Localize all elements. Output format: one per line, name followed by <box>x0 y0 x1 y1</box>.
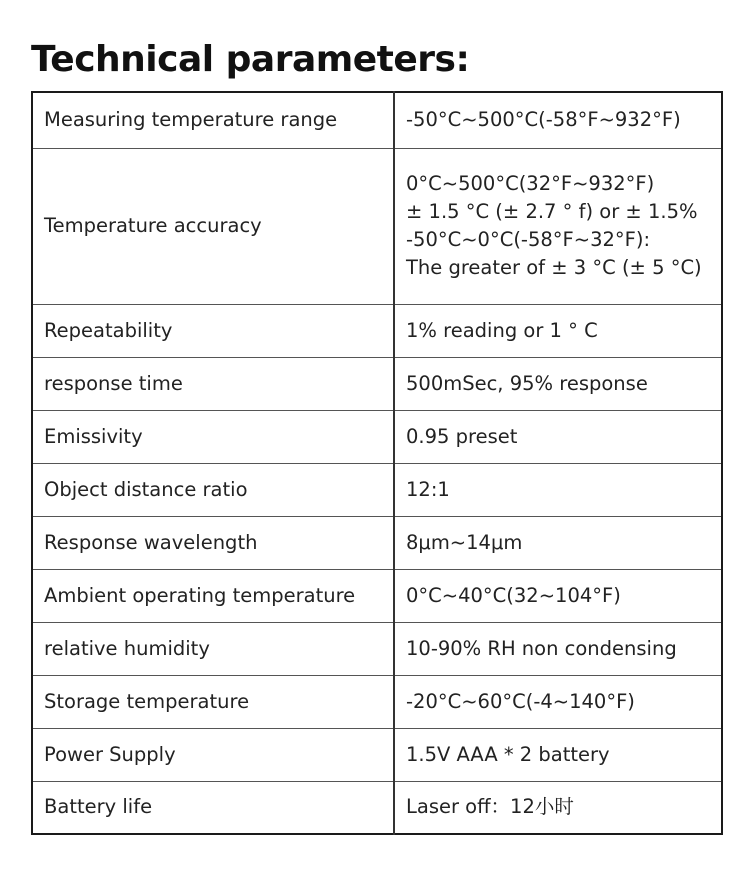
table-row <box>32 569 722 622</box>
param-name: Power Supply <box>32 728 394 781</box>
param-name: response time <box>32 357 394 410</box>
param-value: 0.95 preset <box>394 410 722 463</box>
table-row <box>32 781 722 834</box>
technical-parameters-table <box>31 91 723 835</box>
param-name: Measuring temperature range <box>32 92 394 148</box>
table-row <box>32 92 722 148</box>
table-row <box>32 304 722 357</box>
table-row <box>32 516 722 569</box>
table-row <box>32 728 722 781</box>
value-line: -50°C~0°C(-58°F~32°F): <box>406 228 651 251</box>
param-value: 500mSec, 95% response <box>394 357 722 410</box>
value-line: 0°C~500°C(32°F~932°F) <box>406 172 655 195</box>
param-name: Emissivity <box>32 410 394 463</box>
table-row <box>32 622 722 675</box>
param-value: Laser off：12小时 <box>394 781 722 834</box>
param-value <box>394 148 722 304</box>
table-row <box>32 148 722 304</box>
param-name: Repeatability <box>32 304 394 357</box>
table-row <box>32 357 722 410</box>
table-row <box>32 410 722 463</box>
param-name: Temperature accuracy <box>32 148 394 304</box>
value-line: ± 1.5 °C (± 2.7 ° f) or ± 1.5% <box>406 200 698 223</box>
param-name: Object distance ratio <box>32 463 394 516</box>
param-name: Storage temperature <box>32 675 394 728</box>
param-name: Response wavelength <box>32 516 394 569</box>
value-line: The greater of ± 3 °C (± 5 °C) <box>406 256 702 279</box>
table-row <box>32 675 722 728</box>
page-title: Technical parameters: <box>31 39 470 80</box>
param-name: relative humidity <box>32 622 394 675</box>
param-value: 1% reading or 1 ° C <box>394 304 722 357</box>
param-value: 1.5V AAA * 2 battery <box>394 728 722 781</box>
param-value: 10-90% RH non condensing <box>394 622 722 675</box>
param-value: -50°C~500°C(-58°F~932°F) <box>394 92 722 148</box>
param-value: 0°C~40°C(32~104°F) <box>394 569 722 622</box>
table-row <box>32 463 722 516</box>
param-value: -20°C~60°C(-4~140°F) <box>394 675 722 728</box>
param-name: Battery life <box>32 781 394 834</box>
param-value: 12:1 <box>394 463 722 516</box>
param-value: 8μm~14μm <box>394 516 722 569</box>
param-name: Ambient operating temperature <box>32 569 394 622</box>
